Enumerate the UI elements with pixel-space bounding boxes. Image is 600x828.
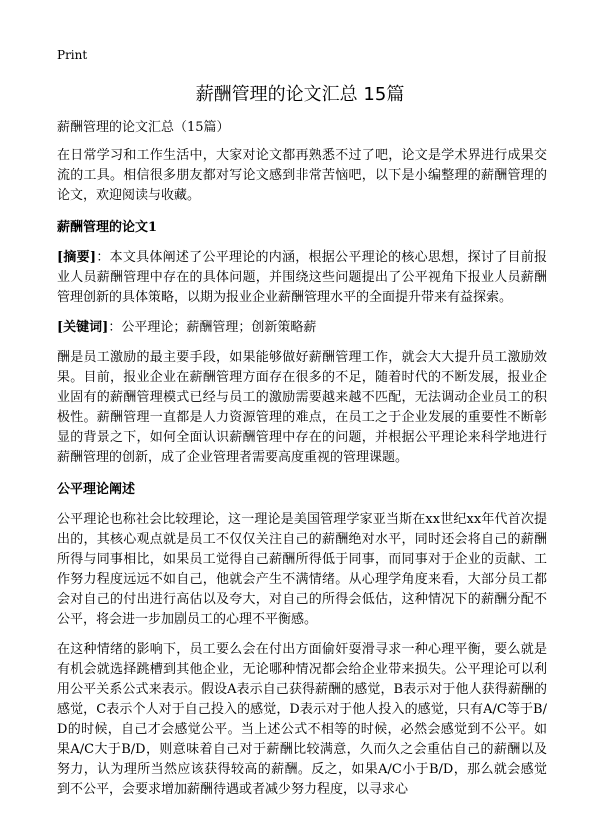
abstract-label: [摘要] [57, 250, 97, 265]
section-heading-equity-theory: 公平理论阐述 [57, 482, 136, 497]
document-subtitle: 薪酬管理的论文汇总（15篇） [57, 120, 230, 135]
section-heading-essay-1: 薪酬管理的论文1 [57, 220, 158, 235]
print-label: Print [57, 48, 88, 62]
keywords-text: ：公平理论；薪酬管理；创新策略薪 [108, 320, 317, 335]
body-paragraph-2: 公平理论也称社会比较理论，这一理论是美国管理学家亚当斯在xx世纪xx年代首次提出的，其核心观点就是员工不仅仅关注自己的薪酬绝对水平，同时还会将自己的薪酬所得与同事相比，如果员工觉得自己薪酬所得低于同事，而同事对于企业的贡献、工作努力程度远远不如自己，他就会产生不满情绪。从心理学角度来看，大部分员工都会对自己的付出进行高估以及夸大，对自己的所得会低估，这种情况下的薪酬分配不公平，将会进一步加剧员工的心理不平衡感。 [57, 512, 547, 627]
document-body [57, 118, 547, 810]
keywords-paragraph [57, 318, 547, 338]
page-title: 薪酬管理的论文汇总 15篇 [195, 84, 405, 105]
intro-paragraph: 在日常学习和工作生活中，大家对论文都再熟悉不过了吧，论文是学术界进行成果交流的工具。相信很多朋友都对写论文感到非常苦恼吧，以下是小编整理的薪酬管理的论文，欢迎阅读与收藏。 [57, 148, 547, 203]
body-paragraph-3: 在这种情绪的影响下，员工要么会在付出方面偷奸耍滑寻求一种心理平衡，要么就是有机会就选择跳槽到其他企业，无论哪种情况都会给企业带来损失。公平理论可以利用公平关系公式来表示。假设A表示自己获得薪酬的感觉，B表示对于他人获得薪酬的感觉，C表示个人对于自己投入的感觉，D表示对于他人投入的感觉，只有A/C等于B/D的时候，自己才会感觉公平。当上述公式不相等的时候，必然会感觉到不公平。如果A/C大于B/D，则意味着自己对于薪酬比较满意，久而久之会重估自己的薪酬以及努力，认为理所当然应该获得较高的薪酬。反之，如果A/C小于B/D，那么就会感觉到不公平，会要求增加薪酬待遇或者减少努力程度，以寻求心 [57, 642, 547, 797]
keywords-label: [关键词] [57, 320, 109, 335]
abstract-paragraph [57, 248, 547, 308]
body-paragraph-1: 酬是员工激励的最主要手段，如果能够做好薪酬管理工作，就会大大提升员工激励效果。目前，报业企业在薪酬管理方面存在很多的不足，随着时代的不断发展，报业企业固有的薪酬管理模式已经与员工的激励需要越来越不匹配，无法调动企业员工的积极性。薪酬管理一直都是人力资源管理的难点，在员工之于企业发展的重要性不断彰显的背景之下，如何全面认识薪酬管理中存在的问题，并根据公平理论来科学地进行薪酬管理的创新，成了企业管理者需要高度重视的管理课题。 [57, 350, 547, 465]
abstract-text: ：本文具体阐述了公平理论的内涵，根据公平理论的核心思想，探讨了目前报业人员薪酬管理中存在的具体问题，并围绕这些问题提出了公平视角下报业人员薪酬管理创新的具体策略，以期为报业企业薪酬管理水平的全面提升带来有益探索。 [57, 250, 547, 305]
